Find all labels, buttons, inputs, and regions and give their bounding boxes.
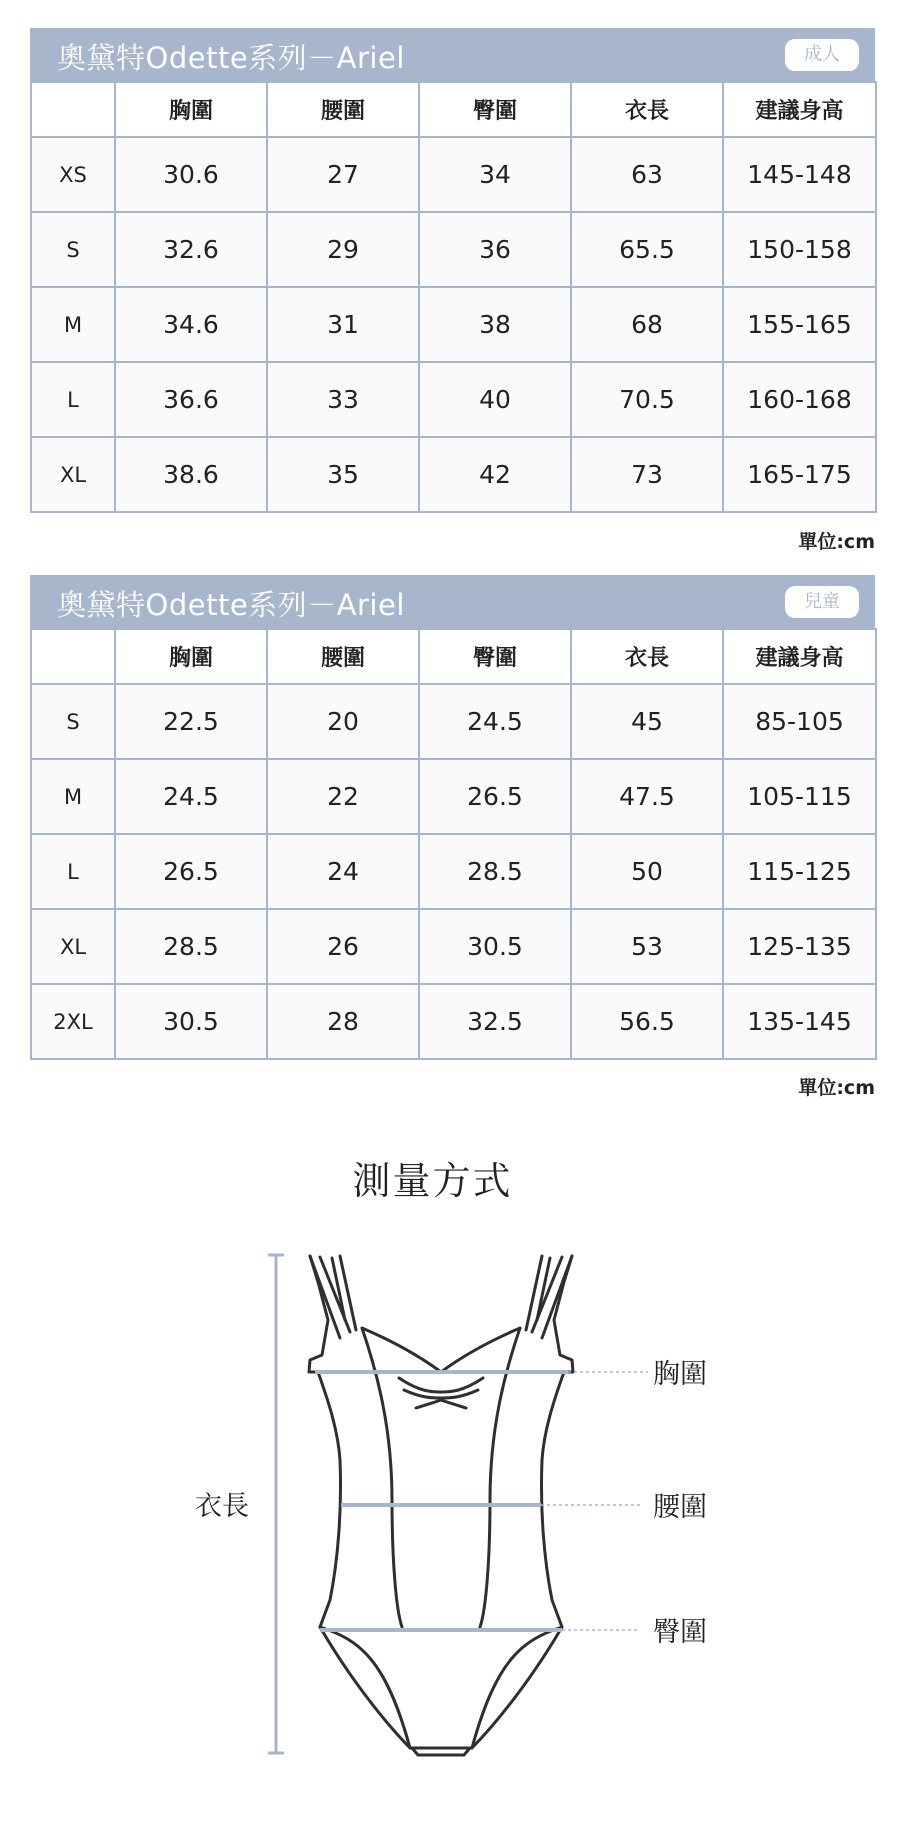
hip-cell: 24.5: [419, 684, 571, 759]
size-cell: M: [31, 759, 115, 834]
kids-badge: 兒童: [785, 586, 859, 618]
hip-cell: 42: [419, 437, 571, 512]
height-cell: 85-105: [723, 684, 876, 759]
size-cell: S: [31, 684, 115, 759]
chest-cell: 28.5: [115, 909, 267, 984]
hip-cell: 38: [419, 287, 571, 362]
waist-cell: 22: [267, 759, 419, 834]
chest-label: 胸圍: [653, 1359, 707, 1390]
waist-cell: 24: [267, 834, 419, 909]
hip-cell: 32.5: [419, 984, 571, 1059]
chest-cell: 22.5: [115, 684, 267, 759]
length-cell: 53: [571, 909, 723, 984]
adult-badge: 成人: [785, 39, 859, 71]
length-cell: 50: [571, 834, 723, 909]
waist-cell: 20: [267, 684, 419, 759]
waist-cell: 27: [267, 137, 419, 212]
kids-header-chest: 胸圍: [115, 629, 267, 684]
hip-cell: 30.5: [419, 909, 571, 984]
waist-cell: 35: [267, 437, 419, 512]
adult-unit-note: 單位:cm: [798, 531, 875, 553]
chest-cell: 38.6: [115, 437, 267, 512]
height-cell: 125-135: [723, 909, 876, 984]
size-cell: M: [31, 287, 115, 362]
height-cell: 165-175: [723, 437, 876, 512]
chest-cell: 30.5: [115, 984, 267, 1059]
chest-cell: 36.6: [115, 362, 267, 437]
size-cell: 2XL: [31, 984, 115, 1059]
kids-header-length: 衣長: [571, 629, 723, 684]
height-cell: 145-148: [723, 137, 876, 212]
waist-cell: 29: [267, 212, 419, 287]
height-cell: 150-158: [723, 212, 876, 287]
kids-unit-note: 單位:cm: [798, 1077, 875, 1099]
length-cell: 56.5: [571, 984, 723, 1059]
hip-cell: 34: [419, 137, 571, 212]
length-cell: 65.5: [571, 212, 723, 287]
hip-cell: 26.5: [419, 759, 571, 834]
length-cell: 70.5: [571, 362, 723, 437]
size-cell: S: [31, 212, 115, 287]
length-indicator: [268, 1255, 284, 1753]
adult-header-waist: 腰圍: [267, 82, 419, 137]
waist-cell: 26: [267, 909, 419, 984]
length-cell: 68: [571, 287, 723, 362]
chest-cell: 34.6: [115, 287, 267, 362]
length-cell: 47.5: [571, 759, 723, 834]
waist-cell: 28: [267, 984, 419, 1059]
chest-cell: 32.6: [115, 212, 267, 287]
size-cell: XS: [31, 137, 115, 212]
kids-header-waist: 腰圍: [267, 629, 419, 684]
hip-cell: 40: [419, 362, 571, 437]
height-cell: 135-145: [723, 984, 876, 1059]
size-cell: L: [31, 834, 115, 909]
adult-header-length: 衣長: [571, 82, 723, 137]
waist-cell: 33: [267, 362, 419, 437]
size-cell: XL: [31, 437, 115, 512]
waist-label: 腰圍: [653, 1492, 707, 1523]
size-cell: L: [31, 362, 115, 437]
waist-cell: 31: [267, 287, 419, 362]
height-cell: 155-165: [723, 287, 876, 362]
height-cell: 115-125: [723, 834, 876, 909]
size-cell: XL: [31, 909, 115, 984]
length-cell: 73: [571, 437, 723, 512]
kids-header-hip: 臀圍: [419, 629, 571, 684]
hip-cell: 28.5: [419, 834, 571, 909]
height-cell: 160-168: [723, 362, 876, 437]
hip-label: 臀圍: [653, 1617, 707, 1648]
kids-header-height: 建議身高: [723, 629, 876, 684]
length-cell: 45: [571, 684, 723, 759]
measure-title: 測量方式: [352, 1159, 513, 1203]
hip-cell: 36: [419, 212, 571, 287]
adult-header-chest: 胸圍: [115, 82, 267, 137]
length-cell: 63: [571, 137, 723, 212]
chest-cell: 26.5: [115, 834, 267, 909]
adult-title: 奧黛特Odette系列－Ariel: [57, 41, 405, 75]
chest-cell: 24.5: [115, 759, 267, 834]
height-cell: 105-115: [723, 759, 876, 834]
chest-cell: 30.6: [115, 137, 267, 212]
adult-header-height: 建議身高: [723, 82, 876, 137]
adult-header-hip: 臀圍: [419, 82, 571, 137]
kids-title: 奧黛特Odette系列－Ariel: [57, 588, 405, 622]
length-label: 衣長: [195, 1491, 249, 1522]
